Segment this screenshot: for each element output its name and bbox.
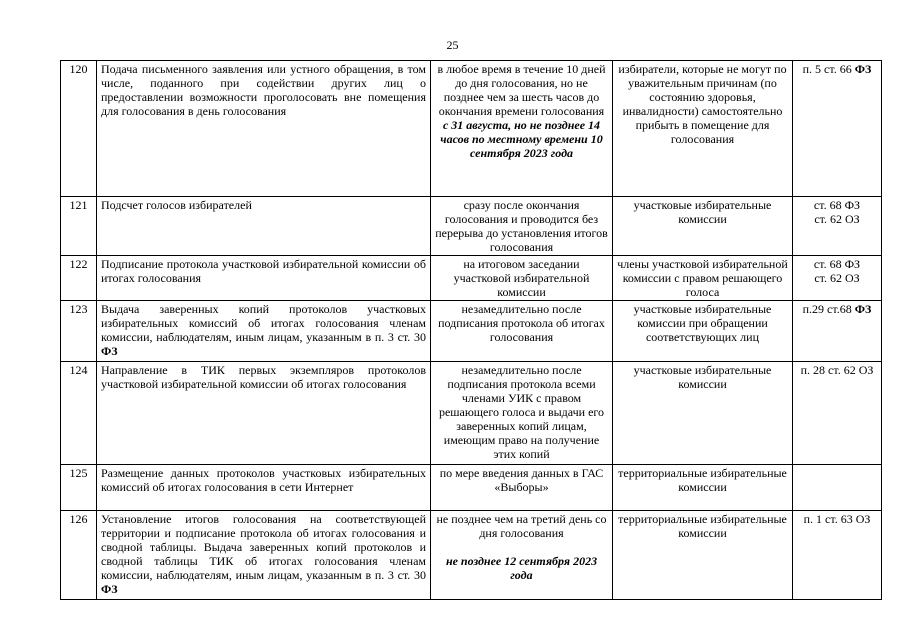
law-text: ст. 62 ОЗ xyxy=(814,212,860,226)
term-text: не позднее чем на третий день со дня голосования xyxy=(436,512,607,540)
law-cell xyxy=(793,256,882,301)
term-cell: на итоговом заседании участковой избирательной комиссии xyxy=(431,256,613,301)
term-date: с 31 августа, но не позднее 14 часов по местному времени 10 сентября 2023 года xyxy=(440,118,603,160)
row-number: 122 xyxy=(61,256,97,301)
responsible-cell: участковые избирательные комиссии при обращении соответствующих лиц xyxy=(613,301,793,362)
law-code: ФЗ xyxy=(101,344,118,358)
page-number: 25 xyxy=(446,38,459,52)
responsible-cell: члены участковой избирательной комиссии с правом решающего голоса xyxy=(613,256,793,301)
action-cell xyxy=(97,301,431,362)
law-text: п.29 ст.68 xyxy=(802,302,855,316)
law-cell: п. 28 ст. 62 ОЗ xyxy=(793,362,882,465)
term-text: в любое время в течение 10 дней до дня голосования, но не позднее чем за шесть часов до окончания времени голосования xyxy=(437,62,606,118)
table-row xyxy=(61,362,882,465)
action-cell xyxy=(97,511,431,600)
law-text: ст. 68 ФЗ xyxy=(813,257,861,271)
law-cell: п. 1 ст. 63 ОЗ xyxy=(793,511,882,600)
action-cell: Направление в ТИК первых экземпляров протоколов участковой избирательной комиссии об итогах голосования xyxy=(97,362,431,465)
term-cell: по мере введения данных в ГАС «Выборы» xyxy=(431,465,613,511)
action-cell: Размещение данных протоколов участковых избирательных комиссий об итогах голосования в сети Интернет xyxy=(97,465,431,511)
term-cell xyxy=(431,511,613,600)
row-number: 126 xyxy=(61,511,97,600)
action-cell: Подписание протокола участковой избирательной комиссии об итогах голосования xyxy=(97,256,431,301)
law-code: ФЗ xyxy=(101,582,118,596)
law-cell xyxy=(793,197,882,256)
schedule-table xyxy=(60,60,882,600)
table-row xyxy=(61,256,882,301)
law-code: ФЗ xyxy=(854,302,872,316)
action-text: Выдача заверенных копий протоколов участковых избирательных комиссий об итогах голосования членам комиссии, наблюдателям, иным лицам, указанным в п. 3 ст. 30 xyxy=(101,302,426,344)
table-row xyxy=(61,465,882,511)
action-text: Установление итогов голосования на соответствующей территории и подписание протокола об итогах голосования и сводной таблицы. Выдача заверенных копий протоколов и сводной таблицы ТИК об итогах голосования членам комиссии, наблюдателям, иным лицам, указанным в п. 3 ст. 30 xyxy=(101,512,426,582)
law-cell xyxy=(793,61,882,197)
action-cell: Подсчет голосов избирателей xyxy=(97,197,431,256)
row-number: 124 xyxy=(61,362,97,465)
row-number: 121 xyxy=(61,197,97,256)
table-row xyxy=(61,197,882,256)
row-number: 125 xyxy=(61,465,97,511)
law-cell xyxy=(793,465,882,511)
law-code: ФЗ xyxy=(854,62,872,76)
term-cell xyxy=(431,61,613,197)
law-cell xyxy=(793,301,882,362)
responsible-cell: участковые избирательные комиссии xyxy=(613,197,793,256)
term-date: не позднее 12 сентября 2023 года xyxy=(445,554,598,582)
law-text: ст. 68 ФЗ xyxy=(813,198,861,212)
table-row xyxy=(61,61,882,197)
row-number: 120 xyxy=(61,61,97,197)
responsible-cell: территориальные избирательные комиссии xyxy=(613,465,793,511)
term-cell: сразу после окончания голосования и проводится без перерыва до установления итогов голосования xyxy=(431,197,613,256)
table-row xyxy=(61,511,882,600)
responsible-cell: участковые избирательные комиссии xyxy=(613,362,793,465)
table-row xyxy=(61,301,882,362)
term-cell: незамедлительно после подписания протокола об итогах голосования xyxy=(431,301,613,362)
row-number: 123 xyxy=(61,301,97,362)
action-cell: Подача письменного заявления или устного обращения, в том числе, поданного при содействии других лиц о предоставлении возможности проголосовать вне помещения для голосования в день голосования xyxy=(97,61,431,197)
law-text: п. 5 ст. 66 xyxy=(802,62,855,76)
responsible-cell: территориальные избирательные комиссии xyxy=(613,511,793,600)
term-cell: незамедлительно после подписания протокола всеми членами УИК с правом решающего голоса и выдачи его заверенных копий лицам, имеющим право на получение этих копий xyxy=(431,362,613,465)
responsible-cell: избиратели, которые не могут по уважительным причинам (по состоянию здоровья, инвалидности) самостоятельно прибыть в помещение для голосования xyxy=(613,61,793,197)
law-text: ст. 62 ОЗ xyxy=(814,271,860,285)
